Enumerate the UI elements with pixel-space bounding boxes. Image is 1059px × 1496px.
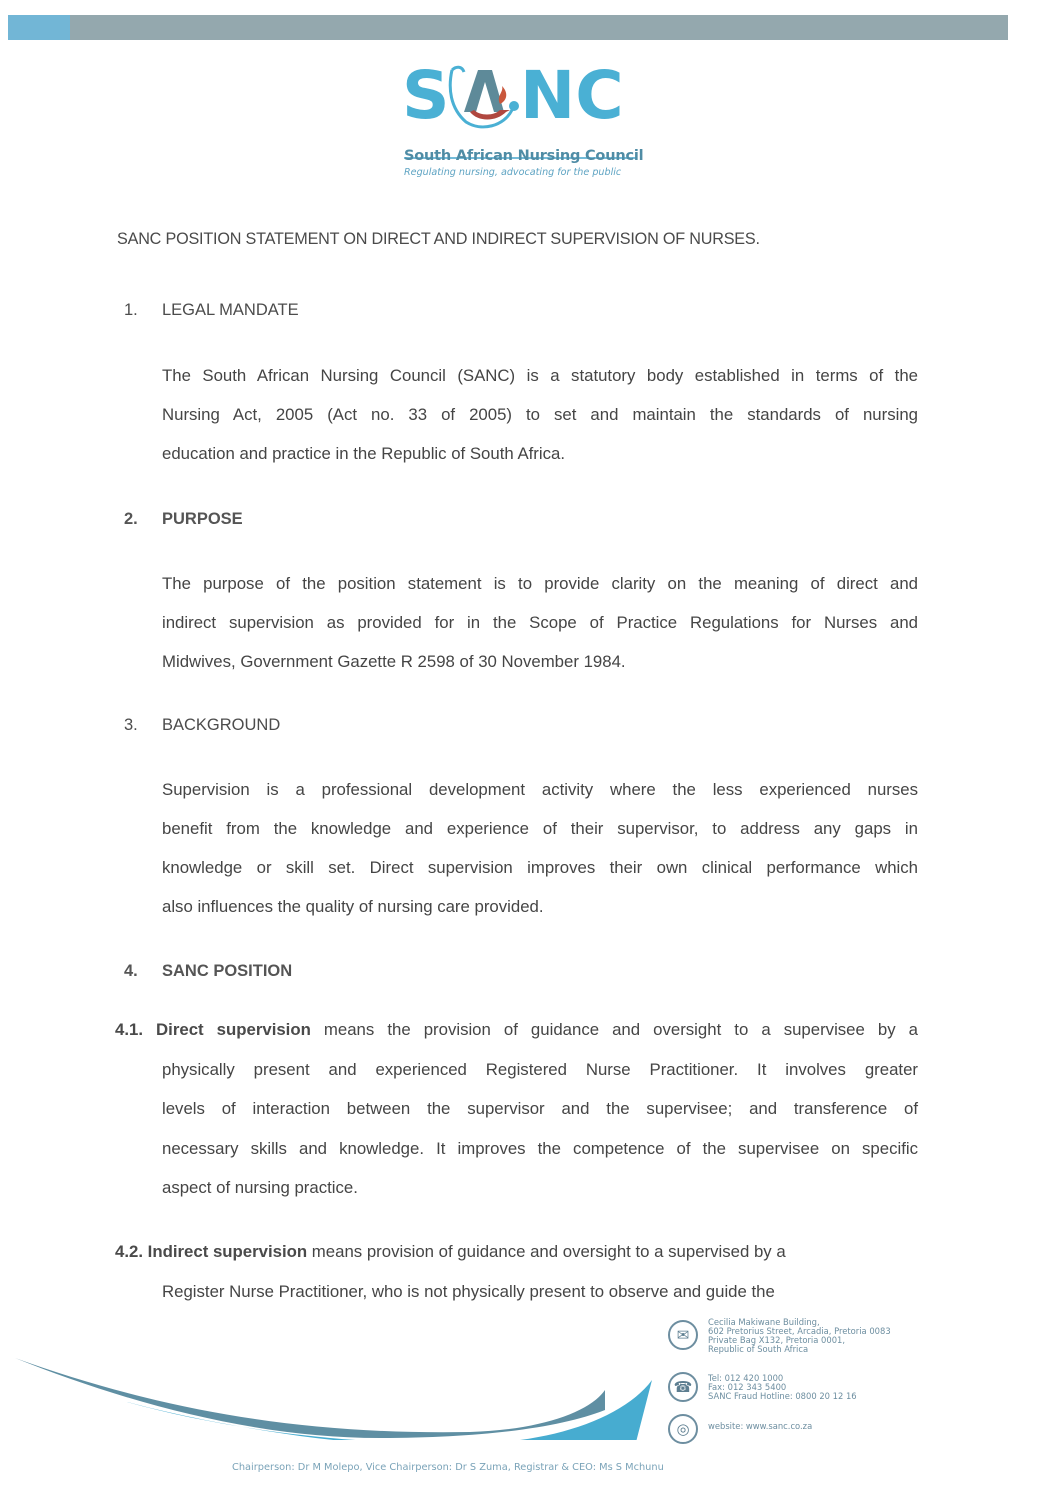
section-title: PURPOSE <box>162 510 243 528</box>
flame-icon <box>499 86 506 104</box>
item-direct-supervision <box>115 1010 918 1208</box>
item-number: 4.1. <box>115 1020 143 1039</box>
item-definition-start: means provision of guidance and oversight to a supervised by a <box>307 1242 786 1261</box>
paragraph-line: Midwives, Government Gazette R 2598 of 30 November 1984. <box>162 652 626 671</box>
section-number: 4. <box>124 962 138 980</box>
address-line: Cecilia Makiwane Building, <box>708 1317 820 1327</box>
section-heading-background <box>124 716 280 735</box>
paragraph-line: also influences the quality of nursing care provided. <box>162 897 544 916</box>
paragraph-line: education and practice in the Republic of South Africa. <box>162 444 566 463</box>
paragraph-line: indirect supervision as provided for in the Scope of Practice Regulations for Nurses and <box>162 613 918 632</box>
footer-officers: Chairperson: Dr M Molepo, Vice Chairperson: Dr S Zuma, Registrar & CEO: Ms S Mchunu <box>232 1462 664 1473</box>
item-term: Direct supervision <box>156 1020 311 1039</box>
sanc-logo-mark <box>400 60 645 130</box>
section-title: LEGAL MANDATE <box>162 301 299 319</box>
phone-line: Fax: 012 343 5400 <box>708 1382 787 1392</box>
phone-line: SANC Fraud Hotline: 0800 20 12 16 <box>708 1391 857 1401</box>
item-number: 4.2. <box>115 1242 143 1261</box>
item-indirect-supervision <box>115 1232 918 1311</box>
globe-icon: ◎ <box>668 1414 698 1444</box>
paragraph-line: benefit from the knowledge and experience of their supervisor, to address any gaps in <box>162 819 918 838</box>
mail-icon: ✉ <box>668 1320 698 1350</box>
phone-line: Tel: 012 420 1000 <box>708 1373 784 1383</box>
paragraph-background <box>162 770 918 926</box>
item-first-line <box>115 1232 918 1272</box>
website-link[interactable]: website: www.sanc.co.za <box>708 1421 813 1431</box>
section-heading-legal-mandate <box>124 301 299 320</box>
section-number: 1. <box>124 301 138 319</box>
item-line: aspect of nursing practice. <box>162 1178 358 1197</box>
address-line: 602 Pretorius Street, Arcadia, Pretoria 0083 <box>708 1326 891 1336</box>
document-title: SANC POSITION STATEMENT ON DIRECT AND INDIRECT SUPERVISION OF NURSES. <box>117 230 760 248</box>
section-heading-purpose <box>124 510 243 529</box>
section-title: BACKGROUND <box>162 716 281 734</box>
item-line: levels of interaction between the supervisor and the supervisee; and transference of <box>162 1099 918 1118</box>
footer-swoosh-graphic <box>0 1340 660 1440</box>
address-line: Private Bag X132, Pretoria 0001, <box>708 1335 846 1345</box>
address-line: Republic of South Africa <box>708 1344 809 1354</box>
logo-letters-nc: NC <box>520 60 624 130</box>
item-definition-start: means the provision of guidance and oversight to a supervisee by a <box>310 1020 918 1039</box>
item-first-line <box>115 1010 918 1050</box>
paragraph-line: The purpose of the position statement is to provide clarity on the meaning of direct and <box>162 574 918 593</box>
paragraph-line: Nursing Act, 2005 (Act no. 33 of 2005) to set and maintain the standards of nursing <box>162 405 918 424</box>
logo-letter-s: S <box>402 60 450 130</box>
item-line: necessary skills and knowledge. It improves the competence of the supervisee on specific <box>162 1138 918 1158</box>
paragraph-line: knowledge or skill set. Direct supervision improves their own clinical performance which <box>162 858 918 877</box>
organization-name: South African Nursing Council <box>404 148 644 164</box>
phone-icon: ☎ <box>668 1372 698 1402</box>
item-line: physically present and experienced Registered Nurse Practitioner. It involves greater <box>162 1059 918 1079</box>
paragraph-legal-mandate <box>162 356 918 473</box>
paragraph-purpose <box>162 564 918 681</box>
paragraph-line: The South African Nursing Council (SANC) is a statutory body established in terms of the <box>162 366 918 385</box>
header-color-bar <box>8 15 1008 40</box>
section-number: 2. <box>124 510 138 528</box>
section-number: 3. <box>124 716 138 734</box>
section-title: SANC POSITION <box>162 962 293 980</box>
paragraph-line: Supervision is a professional development activity where the less experienced nurses <box>162 780 918 799</box>
organization-tagline: Regulating nursing, advocating for the public <box>404 167 622 178</box>
item-line: Register Nurse Practitioner, who is not physically present to observe and guide the <box>162 1281 775 1301</box>
section-heading-sanc-position <box>124 962 292 981</box>
sanc-logo <box>400 60 660 185</box>
item-term: Indirect supervision <box>147 1242 308 1261</box>
header-color-bar-accent <box>8 15 70 40</box>
logo-letter-a <box>464 70 504 112</box>
